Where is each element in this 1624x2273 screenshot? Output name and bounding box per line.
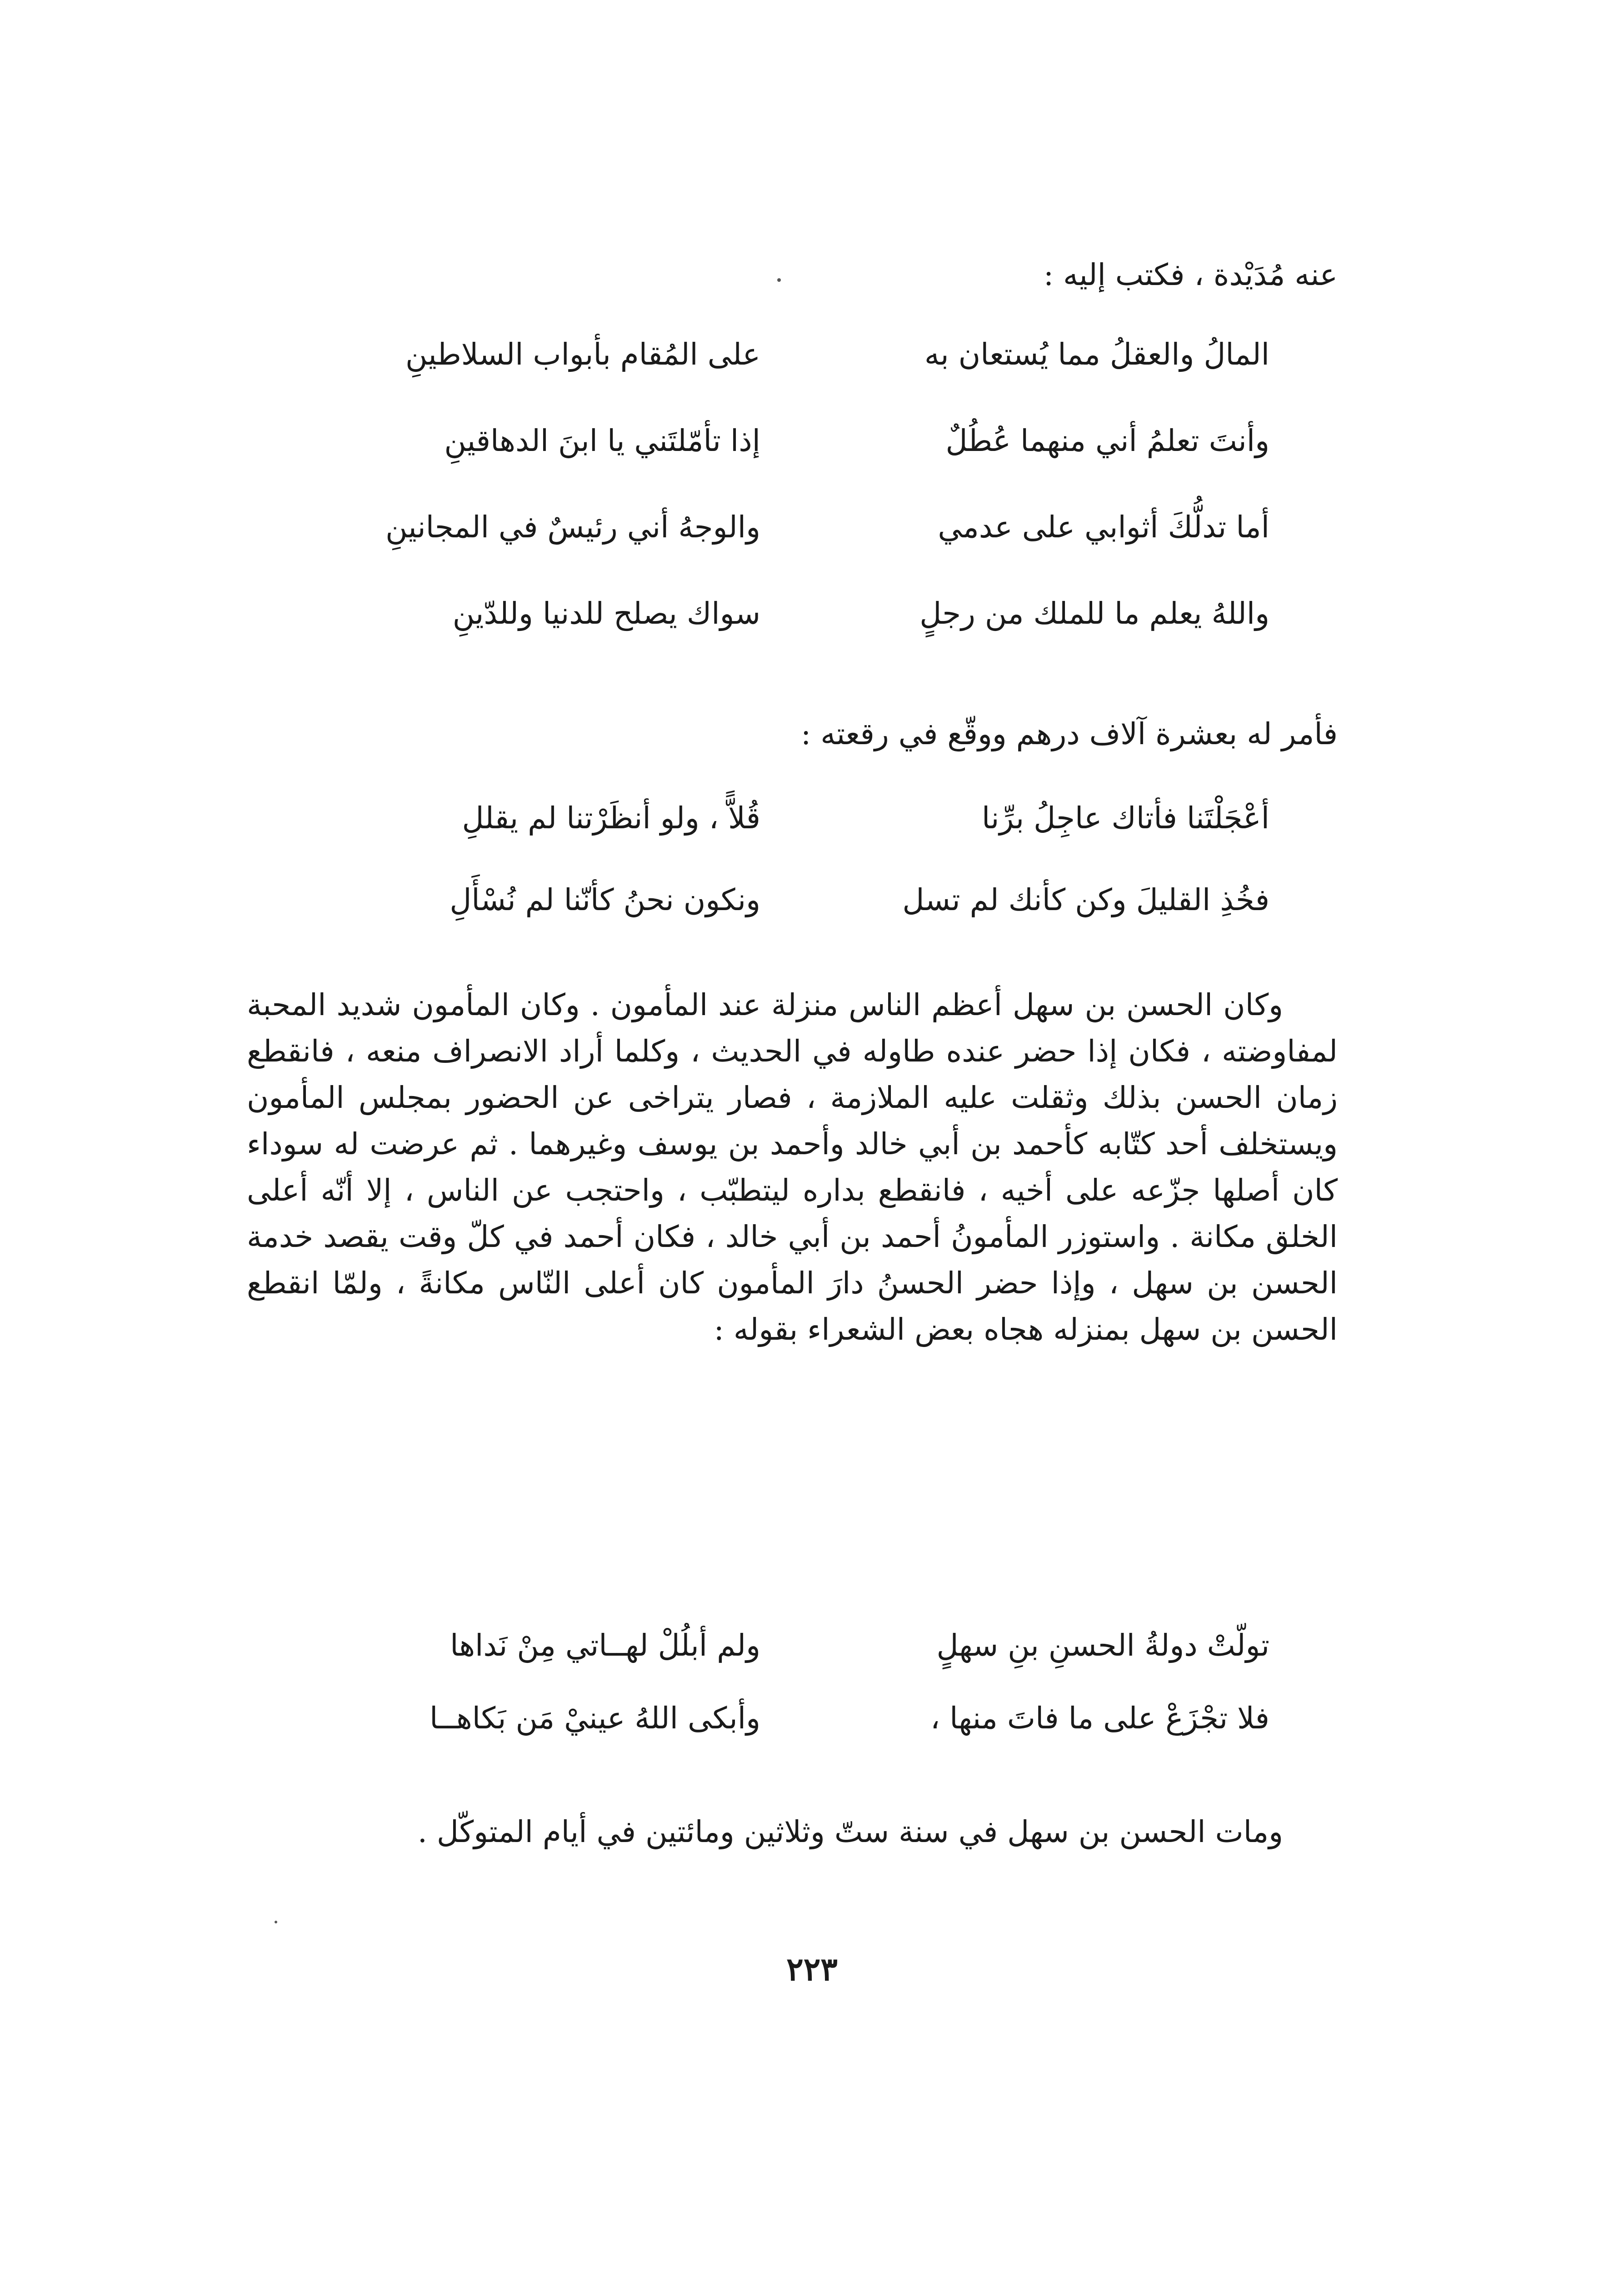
verse [0, 327, 1624, 382]
hemistich-second: قُلاًّ ، ولو أنظَرْتنا لم يقللِ [462, 801, 760, 836]
hemistich-second: سواك يصلح للدنيا وللدّينِ [452, 596, 760, 631]
hemistich-first: المالُ والعقلُ مما يُستعان به [924, 337, 1269, 372]
hemistich-first: تولّتْ دولةُ الحسنِ بنِ سهلٍ [936, 1628, 1269, 1663]
main-paragraph: وكان الحسن بن سهل أعظم الناس منزلة عند المأمون . وكان المأمون شديد المحبة لمفاوضته ، فكان إذا حضر عنده طاوله في الحديث ، وكلما أراد الانصراف منعه ، فانقطع زمان الحسن بذلك وثقلت عليه الملازمة ، فصار يتراخى عن الحضور بمجلس المأمون ويستخلف أحد كتّابه كأحمد بن أبي خالد وأحمد بن يوسف وغيرهما . ثم عرضت له سوداء كان أصلها جزّعه على أخيه ، فانقطع بداره ليتطبّب ، واحتجب عن الناس ، إلا أنّه أعلى الخلق مكانة . واستوزر المأمونُ أحمد بن أبي خالد ، فكان أحمد في كلّ وقت يقصد خدمة الحسن بن سهل ، وإذا حضر الحسنُ دارَ المأمون كان أعلى النّاس مكانةً ، ولمّا انقطع الحسن بن سهل بمنزله هجاه بعض الشعراء بقوله : [247, 987, 1338, 1347]
hemistich-first: فلا تجْزَعْ على ما فاتَ منها ، [930, 1701, 1269, 1736]
hemistich-second: إذا تأمّلتَني يا ابنَ الدهاقينِ [444, 423, 760, 458]
hemistich-second: والوجهُ أني رئيسٌ في المجانينِ [385, 510, 760, 545]
intro-line: عنه مُدَيْدة ، فكتب إليه : [1043, 257, 1338, 292]
verse [0, 1691, 1624, 1746]
hemistich-second: وأبكى اللهُ عينيْ مَن بَكاهــا [430, 1701, 760, 1736]
lead-line: فأمر له بعشرة آلاف درهم ووقّع في رقعته : [800, 716, 1338, 751]
scan-speck [275, 1921, 277, 1923]
hemistich-first: فخُذِ القليلَ وكن كأنك لم تسل [902, 882, 1269, 917]
hemistich-first: أما تدلُّكَ أثوابي على عدمي [938, 510, 1269, 545]
verse [0, 414, 1624, 468]
verse [0, 500, 1624, 555]
page-number: ٢٢٣ [786, 1950, 838, 1988]
hemistich-first: أعْجَلْتَنا فأتاك عاجِلُ برِّنا [981, 801, 1269, 836]
hemistich-second: على المُقام بأبواب السلاطينِ [405, 337, 760, 372]
verse [0, 791, 1624, 846]
hemistich-second: ونكون نحنُ كأنّنا لم نُسْأَلِ [450, 882, 760, 917]
hemistich-first: وأنتَ تعلمُ أني منهما عُطُلٌ [945, 423, 1269, 458]
verse [0, 586, 1624, 641]
verse [0, 873, 1624, 927]
hemistich-first: واللهُ يعلم ما للملك من رجلٍ [919, 596, 1269, 631]
hemistich-second: ولم أبلُلْ لهــاتي مِنْ نَداها [450, 1628, 760, 1663]
verse [0, 1618, 1624, 1673]
closing-line: ومات الحسن بن سهل في سنة ستّ وثلاثين ومائتين في أيام المتوكّل . [417, 1814, 1283, 1849]
